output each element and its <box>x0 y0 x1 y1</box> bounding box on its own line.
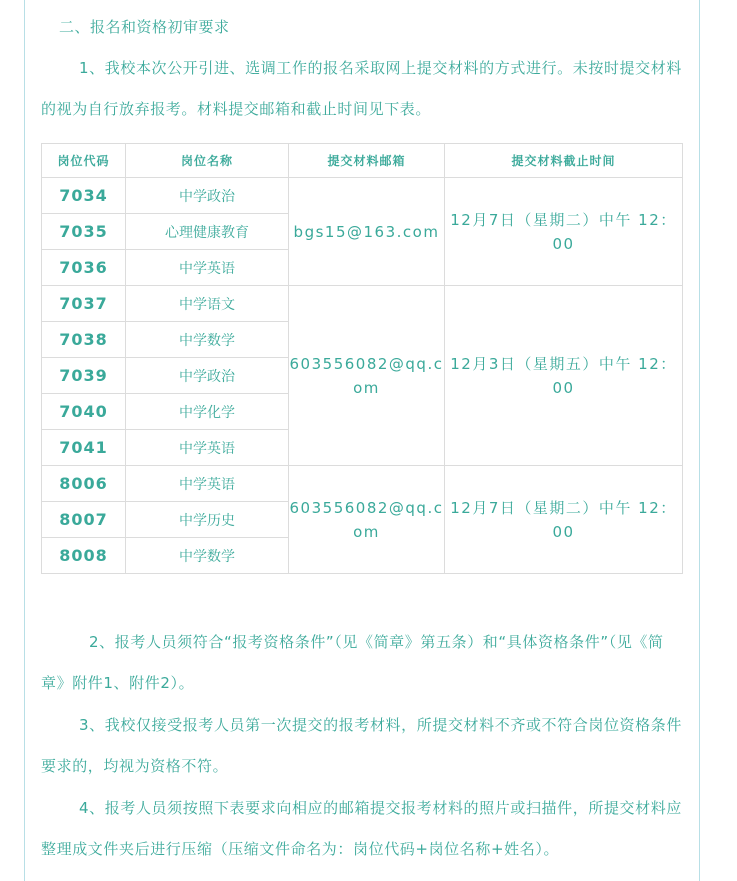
position-code: 7037 <box>42 286 126 322</box>
submission-deadline: 12月7日（星期二）中午 12：00 <box>445 466 683 574</box>
frame-right-border <box>699 0 700 881</box>
table-row <box>42 466 683 502</box>
position-code: 7035 <box>42 214 126 250</box>
header-code: 岗位代码 <box>42 144 126 178</box>
positions-table <box>41 143 683 574</box>
position-name: 中学数学 <box>126 322 289 358</box>
submission-email: 603556082@qq.com <box>289 286 445 466</box>
position-name: 中学历史 <box>126 502 289 538</box>
submission-email: bgs15@163.com <box>289 178 445 286</box>
position-name: 心理健康教育 <box>126 214 289 250</box>
header-name: 岗位名称 <box>126 144 289 178</box>
paragraph-3: 3、我校仅接受报考人员第一次提交的报考材料，所提交材料不齐或不符合岗位资格条件要求的，均视为资格不符。 <box>41 716 682 775</box>
position-name: 中学数学 <box>126 538 289 574</box>
position-code: 7038 <box>42 322 126 358</box>
header-email: 提交材料邮箱 <box>289 144 445 178</box>
position-code: 7041 <box>42 430 126 466</box>
position-code: 7039 <box>42 358 126 394</box>
table-row <box>42 286 683 322</box>
table-header-row <box>42 144 683 178</box>
position-name: 中学化学 <box>126 394 289 430</box>
position-code: 7036 <box>42 250 126 286</box>
position-name: 中学英语 <box>126 250 289 286</box>
position-code: 8008 <box>42 538 126 574</box>
position-name: 中学英语 <box>126 466 289 502</box>
paragraph-1: 1、我校本次公开引进、选调工作的报名采取网上提交材料的方式进行。未按时提交材料的视为自行放弃报考。材料提交邮箱和截止时间见下表。 <box>41 59 682 118</box>
section-title: 二、报名和资格初审要求 <box>59 18 230 36</box>
submission-deadline: 12月3日（星期五）中午 12：00 <box>445 286 683 466</box>
position-name: 中学政治 <box>126 178 289 214</box>
position-code: 7040 <box>42 394 126 430</box>
paragraph-2: 2、报考人员须符合“报考资格条件”（见《简章》第五条）和“具体资格条件”（见《简章》附件1、附件2）。 <box>41 633 664 692</box>
submission-email: 603556082@qq.com <box>289 466 445 574</box>
submission-deadline: 12月7日（星期二）中午 12：00 <box>445 178 683 286</box>
table-row <box>42 178 683 214</box>
position-code: 7034 <box>42 178 126 214</box>
frame-left-border <box>24 0 25 881</box>
position-name: 中学语文 <box>126 286 289 322</box>
position-name: 中学英语 <box>126 430 289 466</box>
position-code: 8006 <box>42 466 126 502</box>
paragraph-4: 4、报考人员须按照下表要求向相应的邮箱提交报考材料的照片或扫描件，所提交材料应整理成文件夹后进行压缩（压缩文件命名为：岗位代码+岗位名称+姓名）。 <box>41 799 682 858</box>
position-name: 中学政治 <box>126 358 289 394</box>
position-code: 8007 <box>42 502 126 538</box>
header-deadline: 提交材料截止时间 <box>445 144 683 178</box>
